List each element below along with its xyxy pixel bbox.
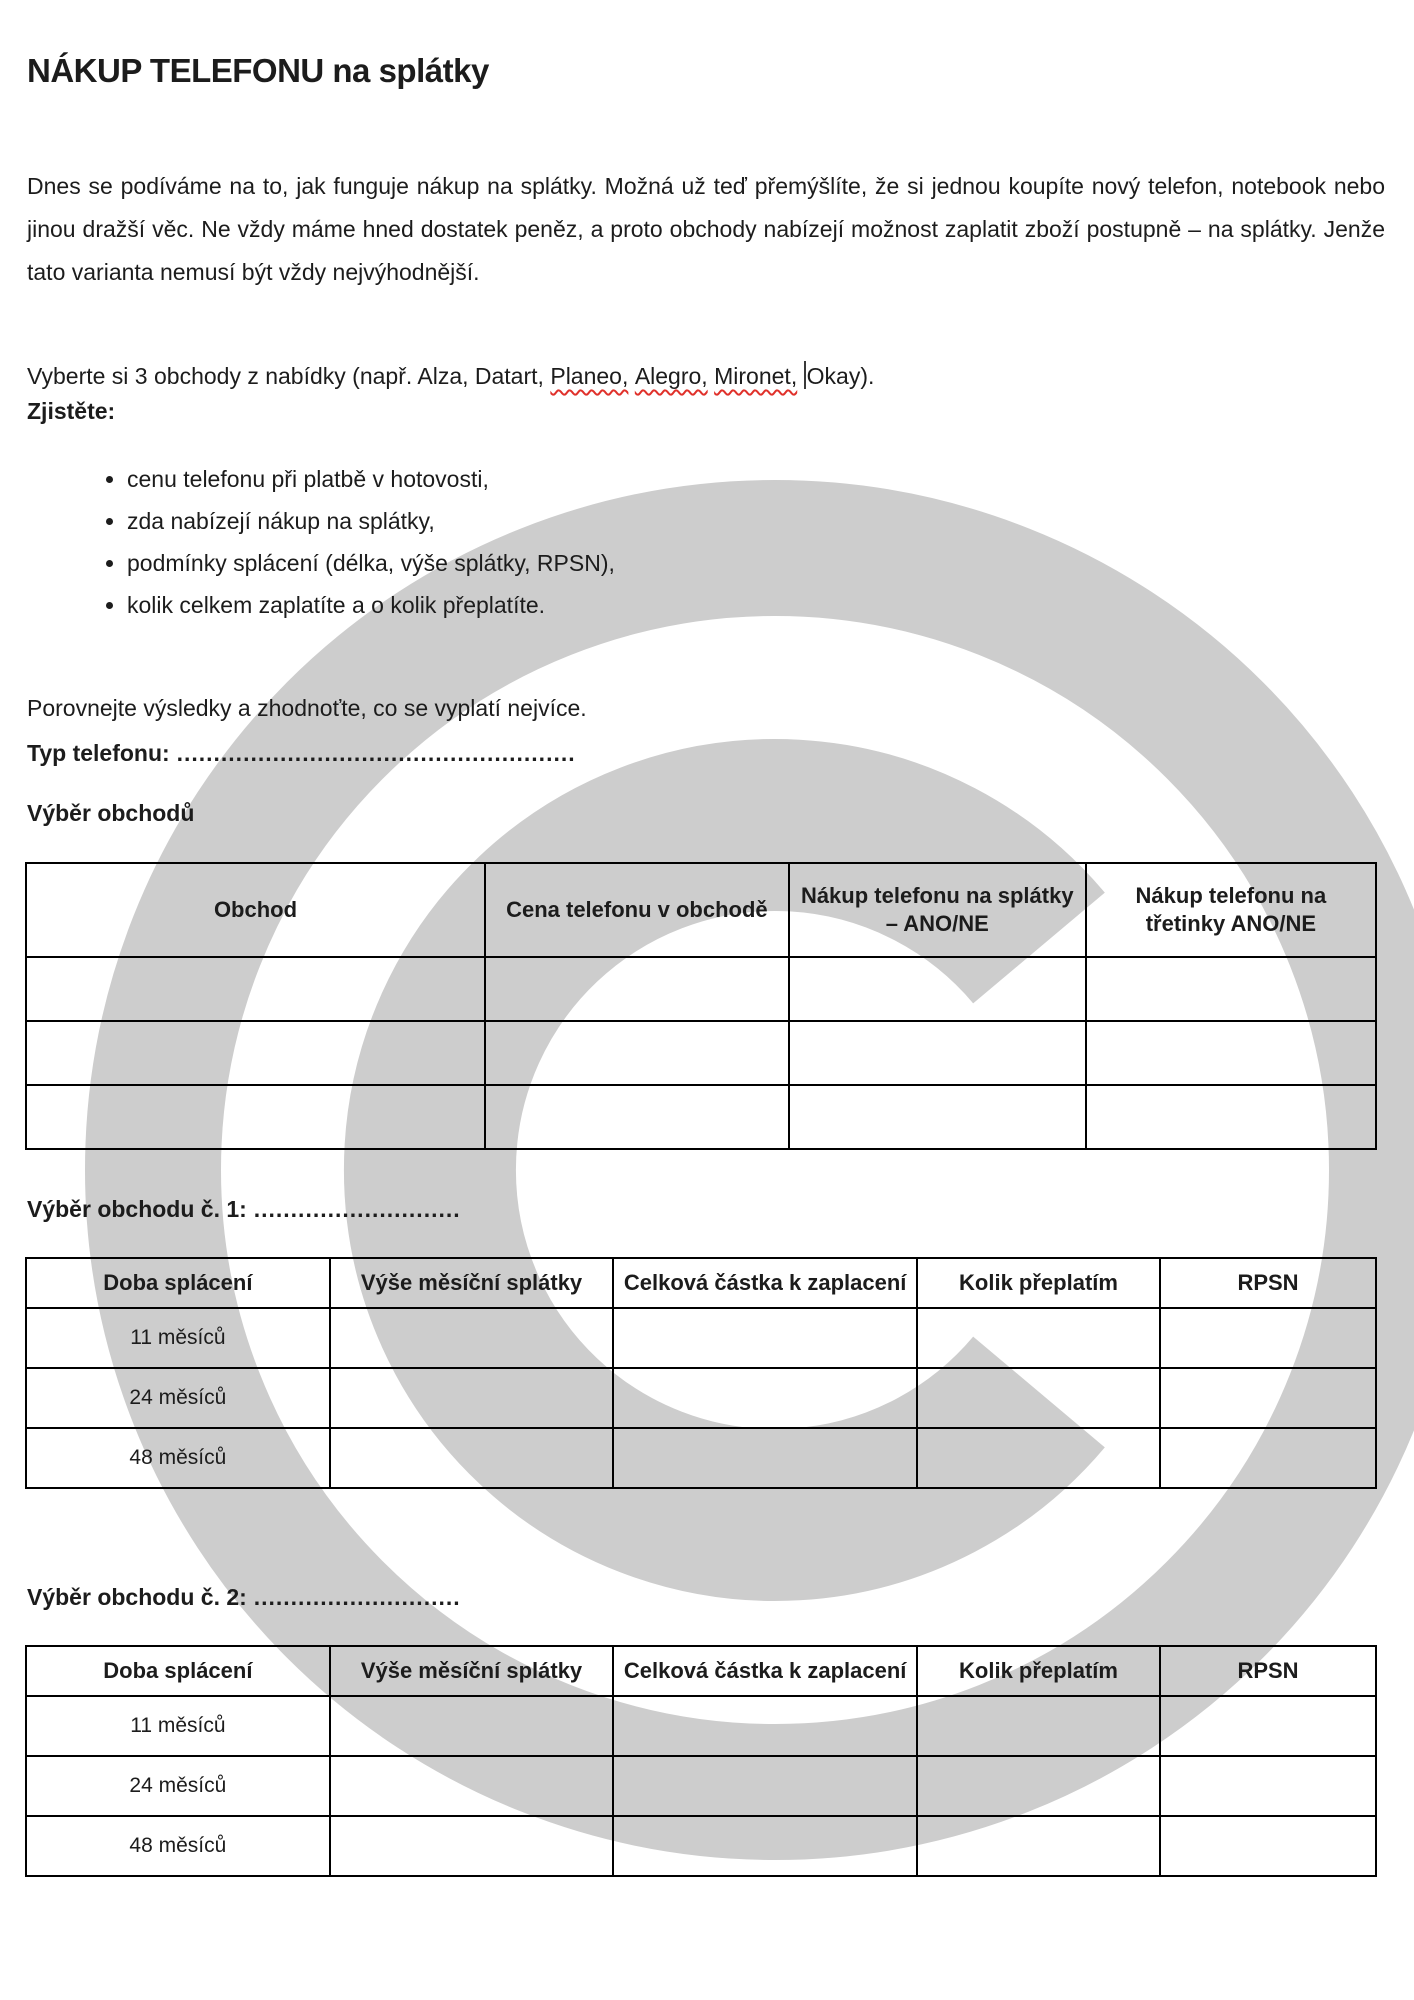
column-header: Výše měsíční splátky — [330, 1258, 614, 1308]
empty-cell[interactable] — [330, 1368, 614, 1428]
empty-cell[interactable] — [485, 1021, 789, 1085]
list-item: • cenu telefonu při platbě v hotovosti, — [127, 466, 1414, 493]
column-header: Cena telefonu v obchodě — [485, 863, 789, 957]
shop1-label: Výběr obchodu č. 1: — [27, 1196, 247, 1222]
empty-cell[interactable] — [789, 957, 1086, 1021]
column-header: Doba splácení — [26, 1258, 330, 1308]
duration-cell: 24 měsíců — [26, 1756, 330, 1816]
empty-cell[interactable] — [485, 957, 789, 1021]
empty-cell[interactable] — [330, 1428, 614, 1488]
shop1-heading — [27, 1196, 1385, 1223]
empty-cell[interactable] — [26, 957, 485, 1021]
column-header: Celková částka k zaplacení — [613, 1646, 917, 1696]
shop-selection-line — [27, 361, 1385, 390]
column-header: Doba splácení — [26, 1646, 330, 1696]
empty-cell[interactable] — [1086, 1085, 1376, 1149]
empty-cell[interactable] — [613, 1696, 917, 1756]
duration-cell: 48 měsíců — [26, 1816, 330, 1876]
empty-cell[interactable] — [1160, 1308, 1376, 1368]
empty-cell[interactable] — [917, 1756, 1160, 1816]
empty-cell[interactable] — [917, 1816, 1160, 1876]
empty-cell[interactable] — [330, 1816, 614, 1876]
column-header: Výše měsíční splátky — [330, 1646, 614, 1696]
table-row — [26, 1368, 1376, 1428]
table-header-row — [26, 863, 1376, 957]
empty-cell[interactable] — [330, 1756, 614, 1816]
empty-cell[interactable] — [485, 1085, 789, 1149]
shop-selection-prefix: Vyberte si 3 obchody z nabídky (např. Alza, Datart, — [27, 363, 544, 389]
table-header-row — [26, 1646, 1376, 1696]
installment-table-shop1 — [25, 1257, 1377, 1489]
empty-cell[interactable] — [613, 1308, 917, 1368]
installment-table-shop2 — [25, 1645, 1377, 1877]
empty-cell[interactable] — [1160, 1816, 1376, 1876]
column-header: Obchod — [26, 863, 485, 957]
list-item: • kolik celkem zaplatíte a o kolik přeplatíte. — [127, 592, 1414, 619]
shop2-heading — [27, 1584, 1385, 1611]
page-title: NÁKUP TELEFONU na splátky — [27, 52, 489, 89]
findings-list — [27, 466, 1414, 634]
empty-cell[interactable] — [613, 1816, 917, 1876]
duration-cell: 11 měsíců — [26, 1308, 330, 1368]
empty-cell[interactable] — [26, 1085, 485, 1149]
text-cursor — [804, 361, 806, 389]
shops-table-heading: Výběr obchodů — [27, 800, 195, 826]
table-row — [26, 1816, 1376, 1876]
empty-cell[interactable] — [330, 1696, 614, 1756]
empty-cell[interactable] — [1160, 1696, 1376, 1756]
spellcheck-word: Mironet, — [714, 363, 798, 389]
empty-cell[interactable] — [917, 1368, 1160, 1428]
findings-heading: Zjistěte: — [27, 398, 116, 424]
empty-cell[interactable] — [613, 1756, 917, 1816]
duration-cell: 11 měsíců — [26, 1696, 330, 1756]
empty-cell[interactable] — [1086, 957, 1376, 1021]
column-header: Kolik přeplatím — [917, 1258, 1160, 1308]
empty-cell[interactable] — [330, 1308, 614, 1368]
duration-cell: 24 měsíců — [26, 1368, 330, 1428]
phone-type-blank[interactable]: ...................................................... — [176, 740, 576, 766]
empty-cell[interactable] — [613, 1428, 917, 1488]
empty-cell[interactable] — [1160, 1756, 1376, 1816]
table-row — [26, 1696, 1376, 1756]
spellcheck-word: Alegro, — [634, 363, 708, 389]
table-row — [26, 1756, 1376, 1816]
empty-cell[interactable] — [917, 1696, 1160, 1756]
phone-type-label: Typ telefonu: — [27, 740, 170, 766]
column-header: Kolik přeplatím — [917, 1646, 1160, 1696]
duration-cell: 48 měsíců — [26, 1428, 330, 1488]
phone-type-line — [27, 740, 1385, 767]
table-header-row — [26, 1258, 1376, 1308]
empty-cell[interactable] — [917, 1428, 1160, 1488]
empty-cell[interactable] — [789, 1085, 1086, 1149]
table-row — [26, 1085, 1376, 1149]
shop2-blank[interactable]: ............................ — [253, 1584, 461, 1610]
shop2-label: Výběr obchodu č. 2: — [27, 1584, 247, 1610]
empty-cell[interactable] — [613, 1368, 917, 1428]
column-header: Nákup telefonu na třetinky ANO/NE — [1086, 863, 1376, 957]
shop1-blank[interactable]: ............................ — [253, 1196, 461, 1222]
compare-instruction: Porovnejte výsledky a zhodnoťte, co se vyplatí nejvíce. — [27, 695, 587, 721]
table-row — [26, 1021, 1376, 1085]
column-header: RPSN — [1160, 1646, 1376, 1696]
column-header: RPSN — [1160, 1258, 1376, 1308]
empty-cell[interactable] — [1160, 1428, 1376, 1488]
column-header: Celková částka k zaplacení — [613, 1258, 917, 1308]
empty-cell[interactable] — [26, 1021, 485, 1085]
table-row — [26, 957, 1376, 1021]
empty-cell[interactable] — [789, 1021, 1086, 1085]
empty-cell[interactable] — [1160, 1368, 1376, 1428]
empty-cell[interactable] — [1086, 1021, 1376, 1085]
column-header: Nákup telefonu na splátky – ANO/NE — [789, 863, 1086, 957]
table-row — [26, 1428, 1376, 1488]
empty-cell[interactable] — [917, 1308, 1160, 1368]
shop-selection-suffix: Okay). — [806, 363, 875, 389]
spellcheck-word: Planeo, — [550, 363, 629, 389]
list-item: • zda nabízejí nákup na splátky, — [127, 508, 1414, 535]
table-row — [26, 1308, 1376, 1368]
list-item: • podmínky splácení (délka, výše splátky, RPSN), — [127, 550, 1414, 577]
intro-paragraph: Dnes se podíváme na to, jak funguje nákup na splátky. Možná už teď přemýšlíte, že si jednou koupíte nový telefon, notebook nebo jinou dražší věc. Ne vždy máme hned dostatek peněz, a proto obchody nabízejí možnost zaplatit zboží postupně – na splátky. Jenže tato varianta nemusí být vždy nejvýhodnější. — [27, 173, 1385, 285]
shops-table — [25, 862, 1377, 1150]
